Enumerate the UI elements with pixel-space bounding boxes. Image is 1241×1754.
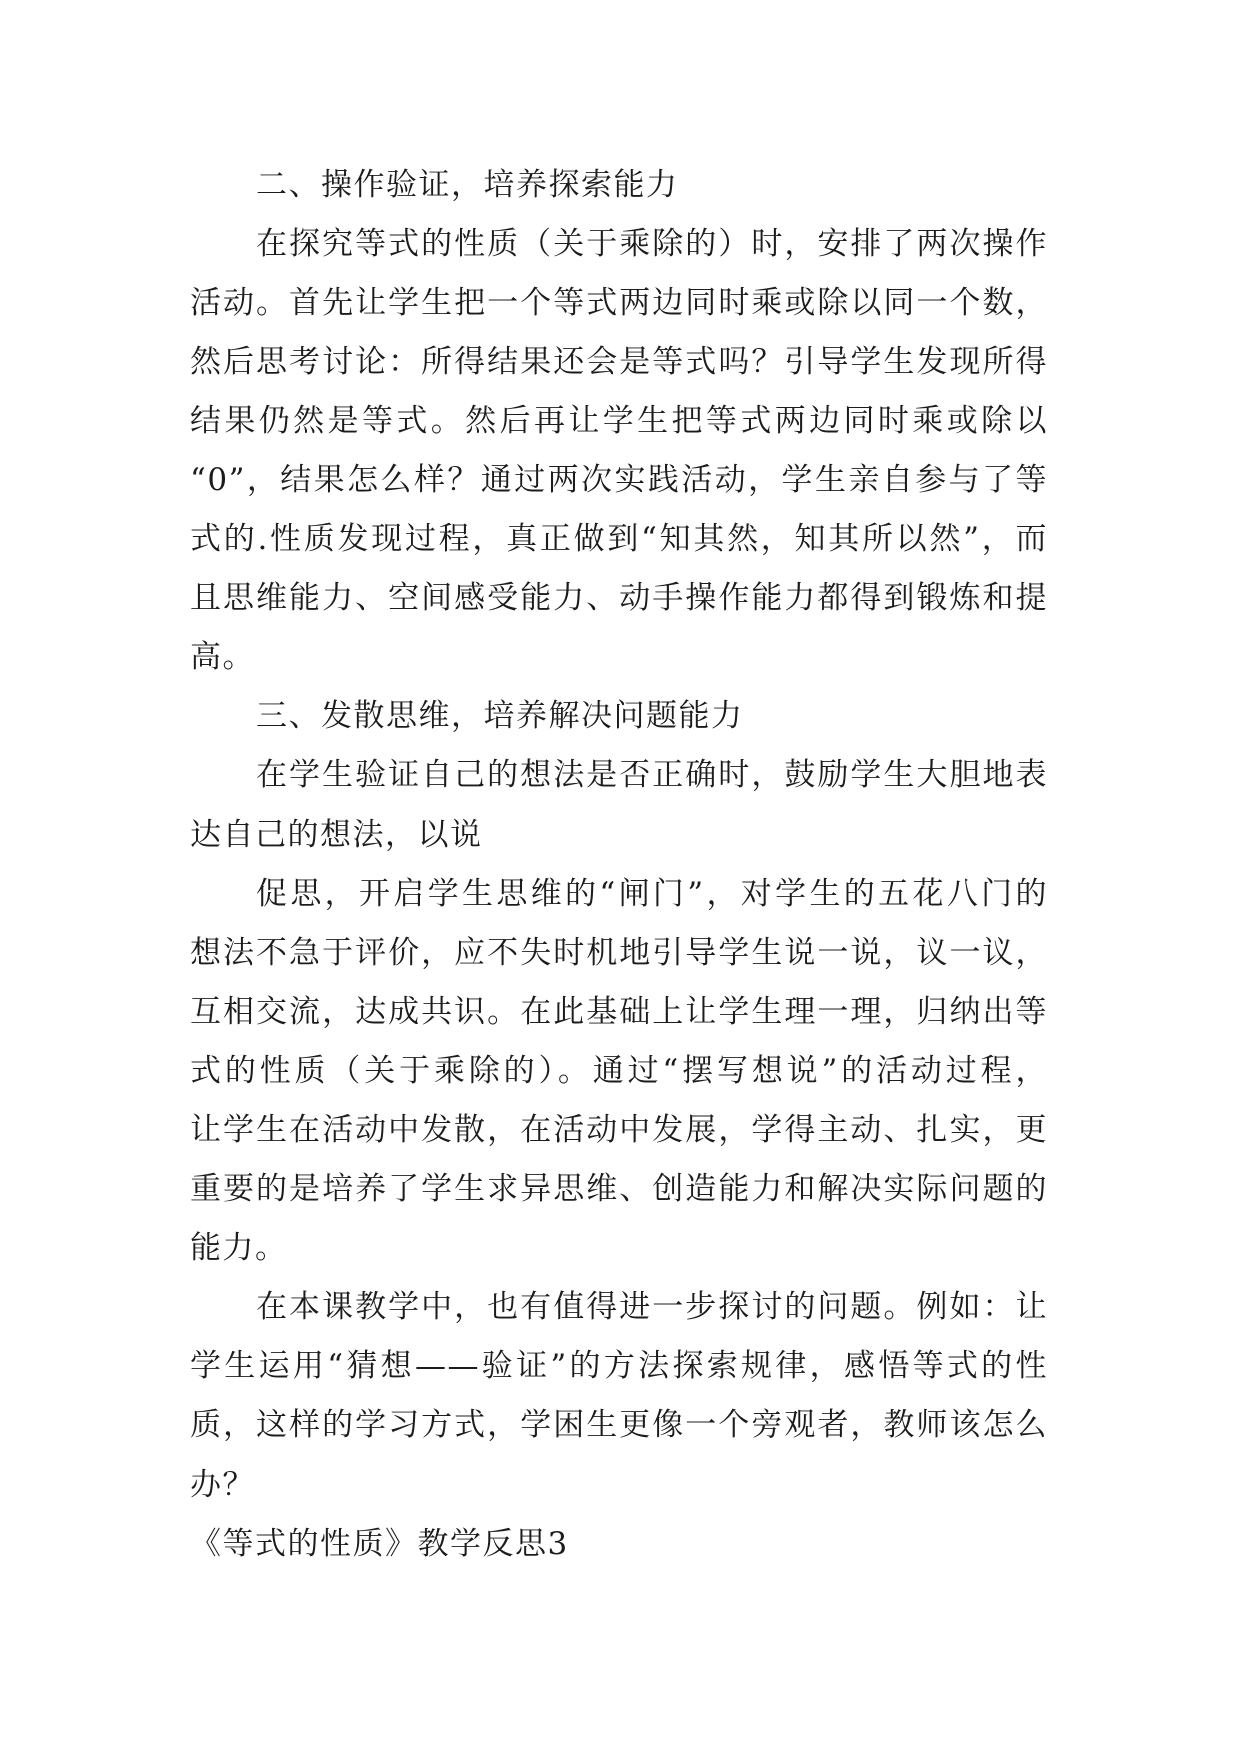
- next-document-title-paragraph: [190, 1515, 1048, 1574]
- section-heading: 二、操作验证，培养探索能力: [256, 166, 679, 203]
- document-body: [190, 156, 1048, 1574]
- paragraph-line: “0”，结果怎么样？通过两次实践活动，学生亲自参与了等: [190, 461, 1048, 498]
- paragraph-line: 活动。首先让学生把一个等式两边同时乘或除以同一个数，: [190, 284, 1048, 321]
- paragraph-line: 重要的是培养了学生求异思维、创造能力和解决实际问题的: [190, 1171, 1048, 1208]
- paragraph-line: 学生运用“猜想——验证”的方法探索规律，感悟等式的性: [190, 1348, 1048, 1385]
- paragraph-line: 能力。: [190, 1230, 288, 1267]
- paragraph-line: 式的.性质发现过程，真正做到“知其然，知其所以然”，而: [190, 521, 1048, 558]
- paragraph-line: 然后思考讨论：所得结果还会是等式吗？引导学生发现所得: [190, 343, 1048, 380]
- paragraph-line: 在本课教学中，也有值得进一步探讨的问题。例如：让: [256, 1289, 1048, 1326]
- paragraph-line: 在学生验证自己的想法是否正确时，鼓励学生大胆地表: [256, 757, 1048, 794]
- closing-paragraph: [190, 1278, 1048, 1514]
- section-two-paragraph: [190, 215, 1048, 688]
- section-three-heading-paragraph: [190, 687, 1048, 746]
- paragraph-line: 质，这样的学习方式，学困生更像一个旁观者，教师该怎么: [190, 1407, 1048, 1444]
- paragraph-line: 在探究等式的性质（关于乘除的）时，安排了两次操作: [256, 225, 1048, 262]
- paragraph-line: 促思，开启学生思维的“闸门”，对学生的五花八门的: [256, 875, 1048, 912]
- paragraph-line: 想法不急于评价，应不失时机地引导学生说一说，议一议，: [190, 934, 1048, 971]
- paragraph-line: 式的性质（关于乘除的）。通过“摆写想说”的活动过程，: [190, 1052, 1048, 1089]
- section-three-paragraph-2: [190, 865, 1048, 1279]
- paragraph-line: 且思维能力、空间感受能力、动手操作能力都得到锻炼和提: [190, 580, 1048, 617]
- paragraph-line: 达自己的想法，以说: [190, 816, 483, 853]
- section-heading: 三、发散思维，培养解决问题能力: [256, 698, 744, 735]
- paragraph-line: 互相交流，达成共识。在此基础上让学生理一理，归纳出等: [190, 993, 1048, 1030]
- paragraph-line: 高。: [190, 639, 255, 676]
- next-document-title: 《等式的性质》教学反思3: [190, 1525, 569, 1562]
- paragraph-line: 办？: [190, 1466, 255, 1503]
- section-two-heading-paragraph: [190, 156, 1048, 215]
- paragraph-line: 结果仍然是等式。然后再让学生把等式两边同时乘或除以: [190, 402, 1048, 439]
- paragraph-line: 让学生在活动中发散，在活动中发展，学得主动、扎实，更: [190, 1112, 1048, 1148]
- section-three-paragraph-1: [190, 746, 1048, 864]
